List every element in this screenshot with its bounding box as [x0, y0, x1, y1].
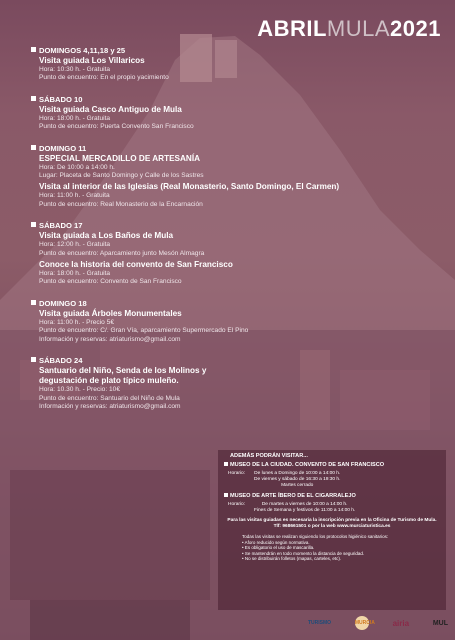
event-detail: Hora: 18:00 h. - Gratuita: [39, 114, 111, 122]
day-label: SÁBADO 10: [39, 94, 83, 104]
event-detail: Hora: 12:00 h. - Gratuita: [39, 241, 111, 249]
bullet-icon: [31, 47, 36, 52]
event-detail: Lugar: Placeta de Santo Domingo y Calle de los Sastres: [39, 172, 204, 180]
bullet-icon: [31, 357, 36, 362]
event-title: Visita guiada Árboles Monumentales: [39, 308, 182, 318]
event-detail: Punto de encuentro: Convento de San Francisco: [39, 278, 182, 286]
event-title: Conoce la historia del convento de San Francisco: [39, 260, 233, 270]
event-detail: Hora: 11:00 h. - Gratuita: [39, 192, 110, 200]
event-title: Visita guiada Los Villaricos: [39, 56, 145, 65]
event-contact: Información y reservas: atriaturismo@gmail.com: [39, 335, 181, 343]
event-detail: Punto de encuentro: C/. Gran Vía, aparcamiento Supermercado El Pino: [39, 327, 249, 335]
event-detail: Hora: 11:00 h. - Precio 5€: [39, 318, 115, 326]
day-label: SÁBADO 24: [39, 356, 83, 366]
museum-hours: Horario: De martes a viernes de 10:00 a 14:00 h. Fines de Semana y festivos de 11:00 a 14:00 h.: [228, 502, 356, 513]
event-detail: Punto de encuentro: Puerta Convento San Francisco: [39, 123, 194, 131]
airia-logo: airia: [392, 618, 410, 628]
event-day: [31, 299, 431, 344]
mula-logo: MUL: [432, 619, 448, 627]
museum-hours: Horario: De lunes a Domingo de 10:00 a 14:00 h. De viernes y sábado de 16:30 a 19:30 h. Martes cerrado: [228, 471, 341, 488]
event-day: [31, 144, 431, 210]
event-day: [31, 95, 431, 132]
rule-item: • Es obligatorio el uso de mascarilla.: [242, 545, 315, 551]
museums-info-box: [218, 450, 446, 610]
event-title: Visita guiada a Los Baños de Mula: [39, 231, 174, 241]
turismo-logo: TURISMO: [308, 620, 332, 626]
event-title: ESPECIAL MERCADILLO DE ARTESANÍA: [39, 153, 201, 163]
murcia-logo: MURCIA: [355, 616, 369, 630]
event-detail: Punto de encuentro: Aparcamiento junto Mesón Almagra: [39, 249, 205, 257]
event-title: Visita al interior de las Iglesias (Real Monasterio, Santo Domingo, El Carmen): [39, 182, 340, 192]
event-detail: Hora: 18:00 h. - Gratuita: [39, 270, 111, 278]
event-detail: Hora: 10.30 h. - Precio: 10€: [39, 386, 121, 394]
event-detail: Punto de encuentro: En el propio yacimiento: [39, 74, 169, 82]
event-detail: Punto de encuentro: Real Monasterio de la Encarnación: [39, 200, 203, 208]
rules-list: [242, 534, 446, 562]
event-title: Santuario del Niño, Senda de los Molinos y degustación de plato típico muleño.: [39, 366, 207, 386]
bullet-icon: [31, 145, 36, 150]
day-label: DOMINGO 11: [39, 143, 87, 153]
rule-item: • Aforo reducido según normativa.: [242, 539, 310, 545]
bullet-icon: [224, 462, 228, 466]
museum-name: MUSEO DE ARTE ÍBERO DE EL CIGARRALEJO: [230, 493, 356, 499]
event-title: Visita guiada Casco Antiguo de Mula: [39, 104, 182, 114]
day-label: DOMINGOS 4,11,18 y 25: [39, 46, 126, 55]
rule-item: • Se mantendrán en todo momento la distancia de seguridad.: [242, 550, 365, 556]
event-day: [31, 356, 431, 411]
event-detail: Hora: 10:30 h. - Gratuita: [39, 66, 111, 73]
bullet-icon: [31, 222, 36, 227]
event-day: [31, 221, 431, 287]
info-heading: ADEMÁS PODRÁN VISITAR...: [230, 453, 308, 459]
event-detail: Hora: De 10:00 a 14:00 h.: [39, 163, 115, 171]
event-detail: Punto de encuentro: Santuario del Niño de Mula: [39, 394, 180, 402]
event-day: [31, 46, 431, 83]
page-title: ABRILMULA2021: [257, 16, 441, 41]
event-contact: Información y reservas: atriaturismo@gmail.com: [39, 402, 181, 410]
reservation-note: Para las visitas guiadas es necesaria la inscripción previa en la Oficina de Turismo de Mula. Tlf: 968661501 o por la web www.murciaturistica.es: [227, 518, 437, 529]
bullet-icon: [224, 493, 228, 497]
bullet-icon: [31, 96, 36, 101]
sponsor-logos: [308, 612, 448, 634]
rule-item: • No se distribuirán folletos (mapas, carteles, etc).: [242, 556, 342, 562]
bullet-icon: [31, 300, 36, 305]
events-list: [31, 46, 431, 423]
rules-intro: Todas las visitas se realizan siguiendo los protocolos higiénico sanitarios:: [242, 534, 389, 539]
day-label: SÁBADO 17: [39, 221, 83, 231]
day-label: DOMINGO 18: [39, 298, 87, 308]
museum-name: MUSEO DE LA CIUDAD. CONVENTO DE SAN FRANCISCO: [230, 462, 385, 468]
